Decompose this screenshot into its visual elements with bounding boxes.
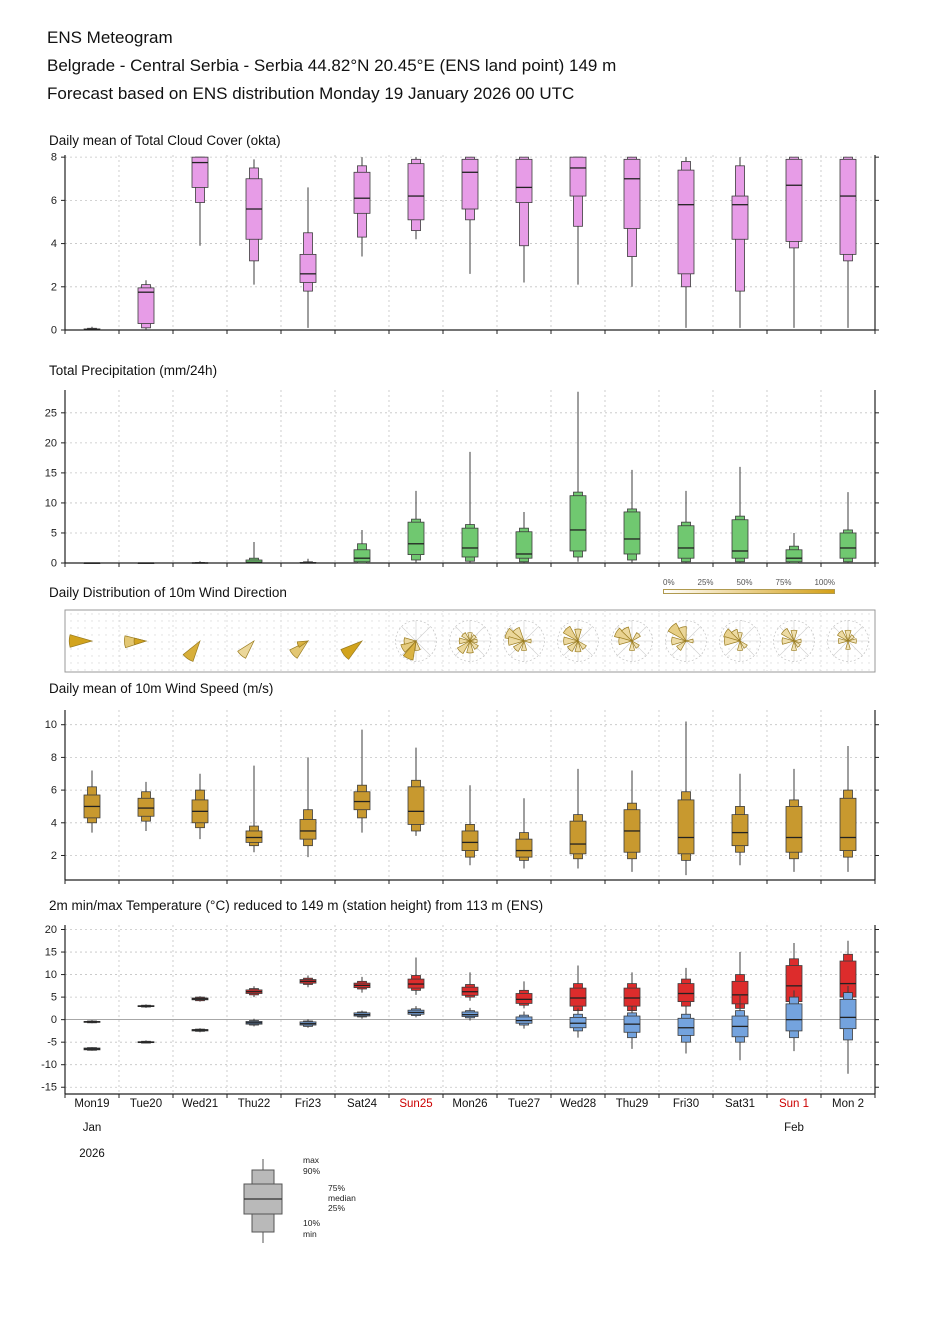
x-axis-month-labels	[0, 1122, 940, 1138]
svg-text:-5: -5	[47, 1036, 57, 1049]
legend-label-25: 25%	[328, 1203, 346, 1213]
x-axis-day-label: Sun 1	[778, 1098, 810, 1110]
wind-direction-panel-title: Daily Distribution of 10m Wind Direction	[49, 585, 287, 600]
svg-text:8: 8	[50, 751, 57, 764]
legend-label-90: 90%	[303, 1166, 321, 1176]
cloud-cover-panel-title: Daily mean of Total Cloud Cover (okta)	[49, 133, 281, 148]
x-axis-day-label: Tue20	[129, 1098, 163, 1110]
x-axis-year-value: 2026	[79, 1148, 105, 1160]
svg-text:10: 10	[44, 969, 57, 982]
x-axis-month-label: Jan	[82, 1122, 102, 1134]
legend-label-75: 75%	[328, 1183, 346, 1193]
precipitation-panel-title: Total Precipitation (mm/24h)	[49, 363, 218, 378]
location-line: Belgrade - Central Serbia - Serbia 44.82°N 20.45°E (ENS land point) 149 m	[47, 56, 617, 75]
temperature-panel-title: 2m min/max Temperature (°C) reduced to 149 m (station height) from 113 m (ENS)	[49, 898, 544, 913]
wind-legend-gradient-bar	[663, 589, 835, 594]
wind-legend-tick: 100%	[814, 578, 835, 587]
x-axis-day-label: Sat24	[346, 1098, 378, 1110]
x-axis-year-label	[0, 1148, 940, 1164]
x-axis-day-label: Fri30	[672, 1098, 700, 1110]
x-axis-day-label: Tue27	[507, 1098, 541, 1110]
svg-text:6: 6	[50, 784, 57, 797]
x-axis-day-labels	[0, 1098, 940, 1114]
temperature-chart	[0, 915, 940, 1105]
svg-text:0: 0	[50, 557, 57, 570]
x-axis-day-label: Sun25	[399, 1098, 433, 1110]
legend-label-min: min	[303, 1229, 317, 1239]
x-axis-day-label: Thu22	[237, 1098, 271, 1110]
wind-speed-chart	[0, 700, 940, 892]
svg-text:4: 4	[50, 238, 57, 251]
svg-text:2: 2	[50, 849, 57, 862]
wind-legend-tick: 50%	[736, 578, 753, 587]
svg-text:5: 5	[50, 991, 57, 1004]
report-header	[47, 24, 616, 108]
x-axis-day-label: Mon26	[452, 1098, 488, 1110]
svg-text:6: 6	[50, 194, 57, 207]
x-axis-day-label: Thu29	[615, 1098, 649, 1110]
svg-text:4: 4	[50, 817, 57, 830]
wind-legend-tick-labels	[663, 578, 835, 587]
x-axis-day-label: Sat31	[724, 1098, 756, 1110]
x-axis-day-label: Fri23	[294, 1098, 322, 1110]
legend-label-10: 10%	[303, 1218, 321, 1228]
x-axis-day-label: Wed28	[559, 1098, 597, 1110]
forecast-basis-line: Forecast based on ENS distribution Monday 19 January 2026 00 UTC	[47, 84, 575, 103]
wind-legend-tick: 75%	[775, 578, 792, 587]
svg-text:0: 0	[50, 1014, 57, 1027]
svg-text:10: 10	[44, 497, 57, 510]
svg-text:-10: -10	[41, 1059, 57, 1072]
svg-text:20: 20	[44, 924, 57, 937]
x-axis-day-label: Mon19	[74, 1098, 110, 1110]
legend-label-max: max	[303, 1155, 320, 1165]
svg-text:5: 5	[50, 527, 57, 540]
svg-text:15: 15	[44, 467, 57, 480]
box-plot-legend-glyph	[225, 1153, 305, 1251]
svg-text:8: 8	[50, 151, 57, 164]
svg-text:20: 20	[44, 437, 57, 450]
svg-text:15: 15	[44, 946, 57, 959]
svg-text:10: 10	[44, 719, 57, 732]
svg-text:25: 25	[44, 407, 57, 420]
x-axis-day-label: Wed21	[181, 1098, 219, 1110]
cloud-cover-chart	[0, 146, 940, 342]
wind-legend-tick: 0%	[663, 578, 675, 587]
legend-label-median: median	[328, 1193, 356, 1203]
svg-text:2: 2	[50, 281, 57, 294]
svg-text:-15: -15	[41, 1081, 57, 1094]
x-axis-month-label: Feb	[784, 1122, 804, 1134]
svg-text:0: 0	[50, 324, 57, 337]
precipitation-chart	[0, 380, 940, 576]
wind-legend-tick: 25%	[697, 578, 714, 587]
wind-direction-chart	[0, 606, 940, 678]
x-axis-day-label: Mon 2	[832, 1098, 864, 1110]
wind-direction-frequency-legend	[663, 578, 835, 594]
page-title: ENS Meteogram	[47, 28, 173, 47]
wind-speed-panel-title: Daily mean of 10m Wind Speed (m/s)	[49, 681, 274, 696]
